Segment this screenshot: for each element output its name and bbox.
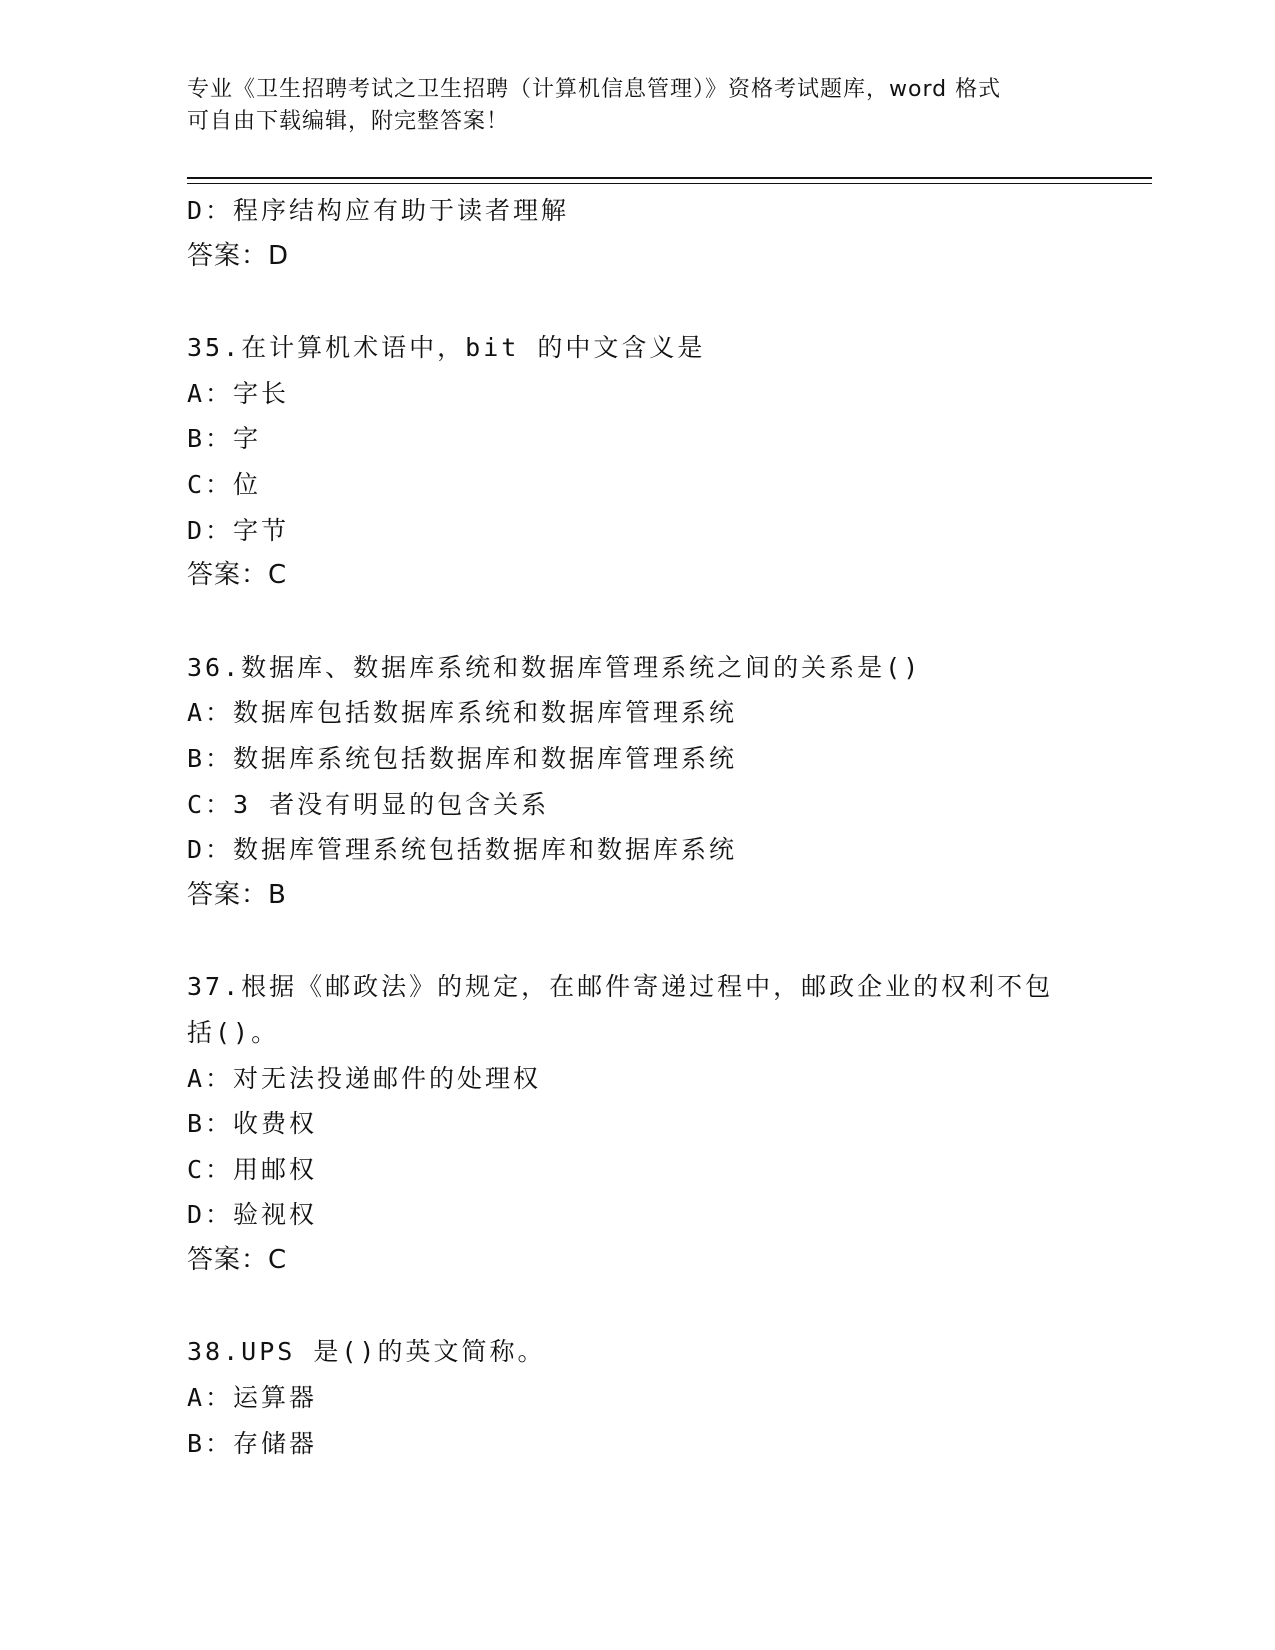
header-rule-thick xyxy=(187,177,1152,179)
option-c: C：用邮权 xyxy=(187,1154,318,1184)
question-38 xyxy=(187,1329,1147,1466)
option-a: A：字长 xyxy=(187,378,290,408)
option-a: A：运算器 xyxy=(187,1383,318,1413)
option-d: D：数据库管理系统包括数据库和数据库系统 xyxy=(187,835,738,865)
question-stem-line-1: 37.根据《邮政法》的规定，在邮件寄递过程中，邮政企业的权利不包 xyxy=(187,972,1054,1002)
header-rule-thin xyxy=(187,183,1152,184)
question-stem: 36.数据库、数据库系统和数据库管理系统之间的关系是() xyxy=(187,652,922,682)
question-stem: 38.UPS 是()的英文简称。 xyxy=(187,1337,546,1367)
option-b: B：数据库系统包括数据库和数据库管理系统 xyxy=(187,743,738,773)
header-line-1: 专业《卫生招聘考试之卫生招聘（计算机信息管理）》资格考试题库，word 格式 xyxy=(187,77,1002,102)
option-b: B：收费权 xyxy=(187,1109,318,1139)
document-header xyxy=(187,74,1067,138)
answer-line: 答案：D xyxy=(187,240,290,271)
option-a: A：对无法投递邮件的处理权 xyxy=(187,1063,542,1093)
option-c: C：3 者没有明显的包含关系 xyxy=(187,789,550,819)
question-list xyxy=(187,188,1147,1466)
option-a: A：数据库包括数据库系统和数据库管理系统 xyxy=(187,698,738,728)
question-35 xyxy=(187,325,1147,599)
option-b: B：存储器 xyxy=(187,1428,318,1458)
option-d: D：字节 xyxy=(187,515,290,545)
option-d: D：验视权 xyxy=(187,1200,318,1230)
question-stem-line-2: 括()。 xyxy=(187,1017,280,1047)
previous-question-tail xyxy=(187,188,1147,279)
option-c: C：位 xyxy=(187,469,262,499)
answer-line: 答案：B xyxy=(187,879,287,910)
answer-line: 答案：C xyxy=(187,1244,288,1275)
option-b: B：字 xyxy=(187,424,262,454)
answer-line: 答案：C xyxy=(187,560,288,591)
question-37 xyxy=(187,964,1147,1283)
header-line-2: 可自由下载编辑，附完整答案！ xyxy=(187,109,510,134)
question-stem: 35.在计算机术语中，bit 的中文含义是 xyxy=(187,333,706,363)
question-36 xyxy=(187,645,1147,919)
option-d: D：程序结构应有助于读者理解 xyxy=(187,196,570,225)
